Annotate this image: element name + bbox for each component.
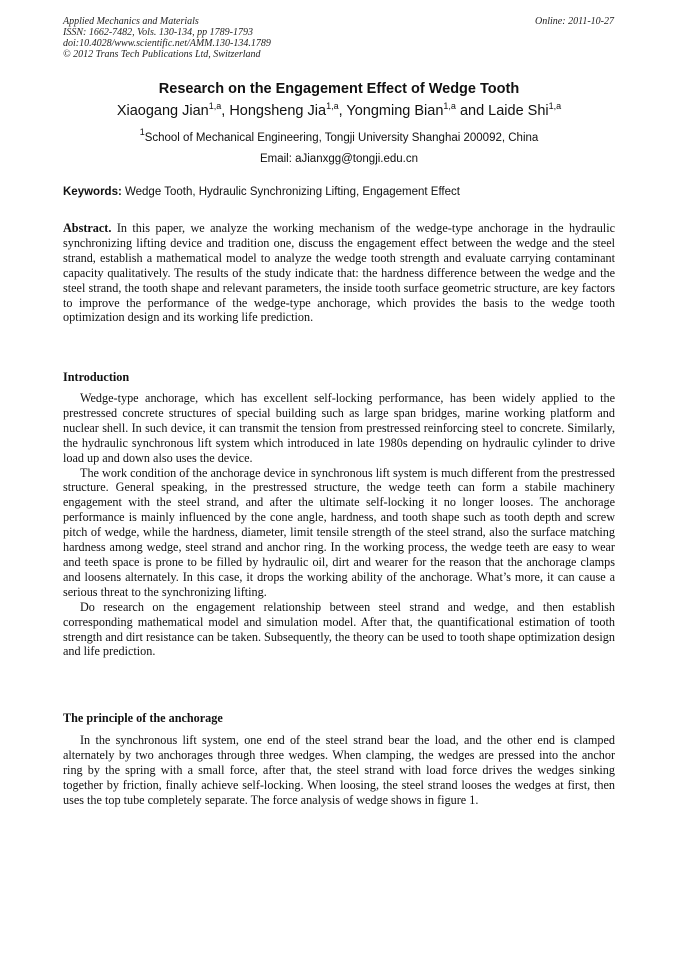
paragraph: The work condition of the anchorage device in synchronous lift system is much different from the prestressed structure. General speaking, in the prestressed structure, the wedge teeth can form a stabile machinery engagement with the steel strand, and after the ultimate self-locking it no longer looses. The anchorage performance is mainly influenced by the cone angle, hardness, and tooth shape such as tooth depth and screw pitch of wedge, while the hardness, diameter, limit tensile strength of the steel strand, also the surface matching hardness among wedge, steel strand and anchor ring. In the working process, the wedge teeth are easy to wear and teeth space is prone to be filled by hydraulic oil, dirt and wearer for the reason that the anchorage clamps and loosens alternately. In this case, it drops the working ability of the anchorage. What’s more, it can cause a serious threat to the synchronizing lifting.: [63, 465, 615, 599]
author-separator: ,: [338, 103, 347, 119]
abstract-label: Abstract.: [63, 221, 112, 235]
author-name: Xiaogang Jian: [116, 103, 209, 119]
author-affil-mark: 1,a: [208, 101, 222, 111]
principle-body: [63, 733, 615, 808]
journal-name: Applied Mechanics and Materials: [63, 16, 199, 27]
affiliation-mark: 1: [139, 127, 145, 137]
keywords-text: Wedge Tooth, Hydraulic Synchronizing Lifting, Engagement Effect: [121, 186, 460, 198]
author-separator: ,: [221, 103, 230, 119]
affiliation: [0, 127, 678, 144]
author-name: Yongming Bian: [346, 103, 444, 119]
abstract: [63, 221, 615, 325]
author-affil-mark: 1,a: [548, 101, 562, 111]
paragraph: In the synchronous lift system, one end of the steel strand bear the load, and the other end is clamped alternately by two anchorages through three wedges. When clamping, the wedges are pressed into the anchor ring by the spring with a small force, after that, the steel strand with load force drives the wedges sinking together by friction, finally achieve self-locking. When loosing, the steel strand looses the wedges at first, then uses the top tube completely separate. The force analysis of wedge shows in figure 1.: [63, 733, 615, 807]
paragraph: Do research on the engagement relationship between steel strand and wedge, and then establish corresponding mathematical model and simulation model. After that, the quantificational estimation of tooth strength and dirt resistance can be taken. Subsequently, the theory can be used to tooth shape optimization design and life prediction.: [63, 599, 615, 659]
journal-header: [63, 16, 271, 60]
keywords-label: Keywords:: [63, 186, 122, 198]
keywords: [63, 186, 615, 198]
copyright-line: © 2012 Trans Tech Publications Ltd, Switzerland: [63, 49, 261, 60]
contact-email: Email: aJianxgg@tongji.edu.cn: [259, 153, 419, 165]
author-name: Laide Shi: [488, 103, 549, 119]
introduction-body: [63, 391, 615, 659]
section-heading-introduction: Introduction: [63, 370, 130, 384]
author-affil-mark: 1,a: [443, 101, 456, 111]
doi-line: doi:10.4028/www.scientific.net/AMM.130-134.1789: [63, 38, 271, 49]
paper-title: Research on the Engagement Effect of Wedge Tooth: [158, 81, 520, 97]
author-list: [0, 103, 678, 119]
section-heading-principle: The principle of the anchorage: [63, 711, 223, 725]
author-affil-mark: 1,a: [326, 101, 339, 111]
paragraph: Wedge-type anchorage, which has excellent self-locking performance, has been widely applied to the prestressed concrete structures of special building such as large span bridges, marine working platform and nuclear shell. In such device, it can transmit the tension from prestressed reinforcing steel to concrete. Similarly, the hydraulic synchronous lift system which introduced in late 1980s depending on hydraulic cylinder to drive load up and down also uses the device.: [63, 391, 615, 465]
author-name: Hongsheng Jia: [229, 103, 327, 119]
author-separator: and: [455, 103, 489, 119]
abstract-text: In this paper, we analyze the working mechanism of the wedge-type anchorage in the hydraulic synchronizing lifting device and tradition one, discuss the engagement effect between the wedge and the steel strand, establish a mathematical model to analyze the wedge tooth strength and evaluate carrying contaminant capacity qualitatively. The results of the study indicate that: the hardness difference between the wedge and the steel strand, the tooth shape and relevant parameters, the inside tooth surface geometric structure, are key factors to improve the performance of the wedge-type anchorage, which provides the basis to the wedge tooth optimization design and its working life prediction.: [63, 221, 615, 325]
online-date: Online: 2011-10-27: [535, 16, 614, 27]
affiliation-text: School of Mechanical Engineering, Tongji University Shanghai 200092, China: [144, 132, 539, 144]
issn-line: ISSN: 1662-7482, Vols. 130-134, pp 1789-1793: [63, 27, 253, 38]
